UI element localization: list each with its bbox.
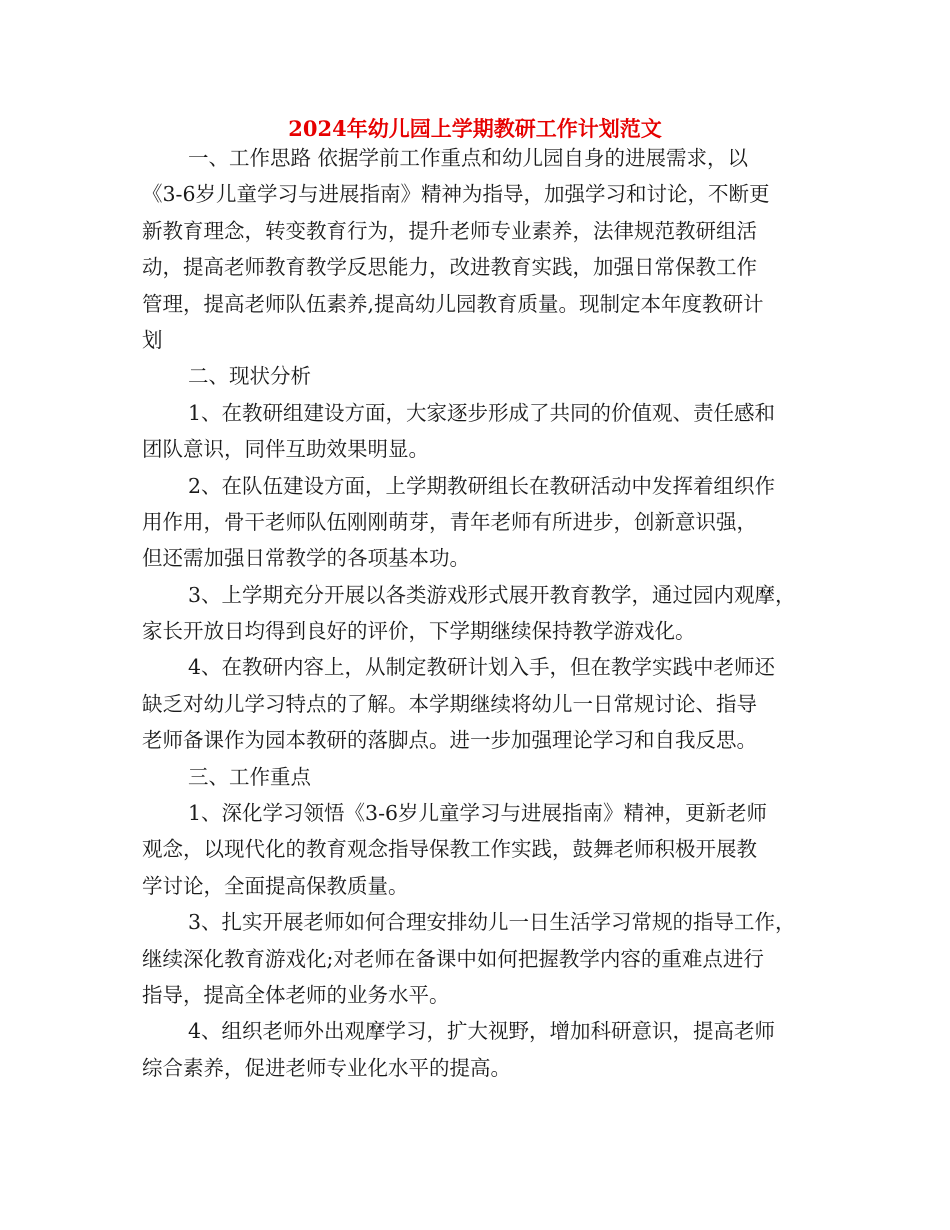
text-line: 新教育理念，转变教育行为，提升老师专业素养，法律规范教研组活 — [142, 218, 757, 243]
text-line: 三、工作重点 — [188, 764, 311, 789]
text-line: 二、现状分析 — [188, 364, 311, 389]
text-line: 家长开放日均得到良好的评价，下学期继续保持教学游戏化。 — [142, 619, 696, 644]
text-line: 观念，以现代化的教育观念指导保教工作实践，鼓舞老师积极开展教 — [142, 837, 757, 862]
paragraph — [142, 468, 812, 577]
text-line: 1、在教研组建设方面，大家逐步形成了共同的价值观、责任感和 — [188, 400, 776, 425]
text-line: 用作用，骨干老师队伍刚刚萌芽，青年老师有所进步，创新意识强， — [142, 509, 757, 534]
text-line: 《3-6岁儿童学习与进展指南》精神为指导，加强学习和讨论，不断更 — [142, 182, 770, 207]
text-line: 学讨论，全面提高保教质量。 — [142, 873, 409, 898]
text-line: 4、在教研内容上，从制定教研计划入手，但在教学实践中老师还 — [188, 655, 776, 680]
text-line: 但还需加强日常教学的各项基本功。 — [142, 546, 470, 571]
text-line: 继续深化教育游戏化;对老师在备课中如何把握教学内容的重难点进行 — [142, 946, 764, 971]
paragraph — [142, 358, 812, 394]
text-line: 团队意识，同伴互助效果明显。 — [142, 437, 429, 462]
text-line: 一、工作思路 依据学前工作重点和幼儿园自身的进展需求，以 — [188, 146, 749, 170]
text-line: 管理，提高老师队伍素养,提高幼儿园教育质量。现制定本年度教研计 — [142, 291, 764, 316]
text-line: 2、在队伍建设方面，上学期教研组长在教研活动中发挥着组织作 — [188, 473, 776, 498]
text-line: 3、上学期充分开展以各类游戏形式展开教育教学，通过园内观摩， — [188, 582, 796, 607]
paragraph — [142, 140, 812, 358]
paragraph — [142, 759, 812, 795]
paragraph — [142, 577, 812, 650]
text-line: 综合素养，促进老师专业化水平的提高。 — [142, 1055, 511, 1080]
paragraph — [142, 904, 812, 1013]
paragraph — [142, 395, 812, 468]
paragraph — [142, 649, 812, 758]
text-line: 4、组织老师外出观摩学习，扩大视野，增加科研意识，提高老师 — [188, 1019, 776, 1044]
text-line: 3、扎实开展老师如何合理安排幼儿一日生活学习常规的指导工作， — [188, 910, 796, 935]
text-line: 指导，提高全体老师的业务水平。 — [142, 982, 450, 1007]
paragraph — [142, 795, 812, 904]
text-line: 1、深化学习领悟《3-6岁儿童学习与进展指南》精神，更新老师 — [188, 801, 768, 826]
paragraph — [142, 1013, 812, 1086]
document-body — [142, 140, 812, 1086]
text-line: 划 — [142, 327, 163, 352]
text-line: 缺乏对幼儿学习特点的了解。本学期继续将幼儿一日常规讨论、指导 — [142, 691, 757, 716]
text-line: 动，提高老师教育教学反思能力，改进教育实践，加强日常保教工作 — [142, 255, 757, 280]
document-title: 2024年幼儿园上学期教研工作计划范文 — [288, 116, 662, 141]
text-line: 老师备课作为园本教研的落脚点。进一步加强理论学习和自我反思。 — [142, 728, 757, 753]
